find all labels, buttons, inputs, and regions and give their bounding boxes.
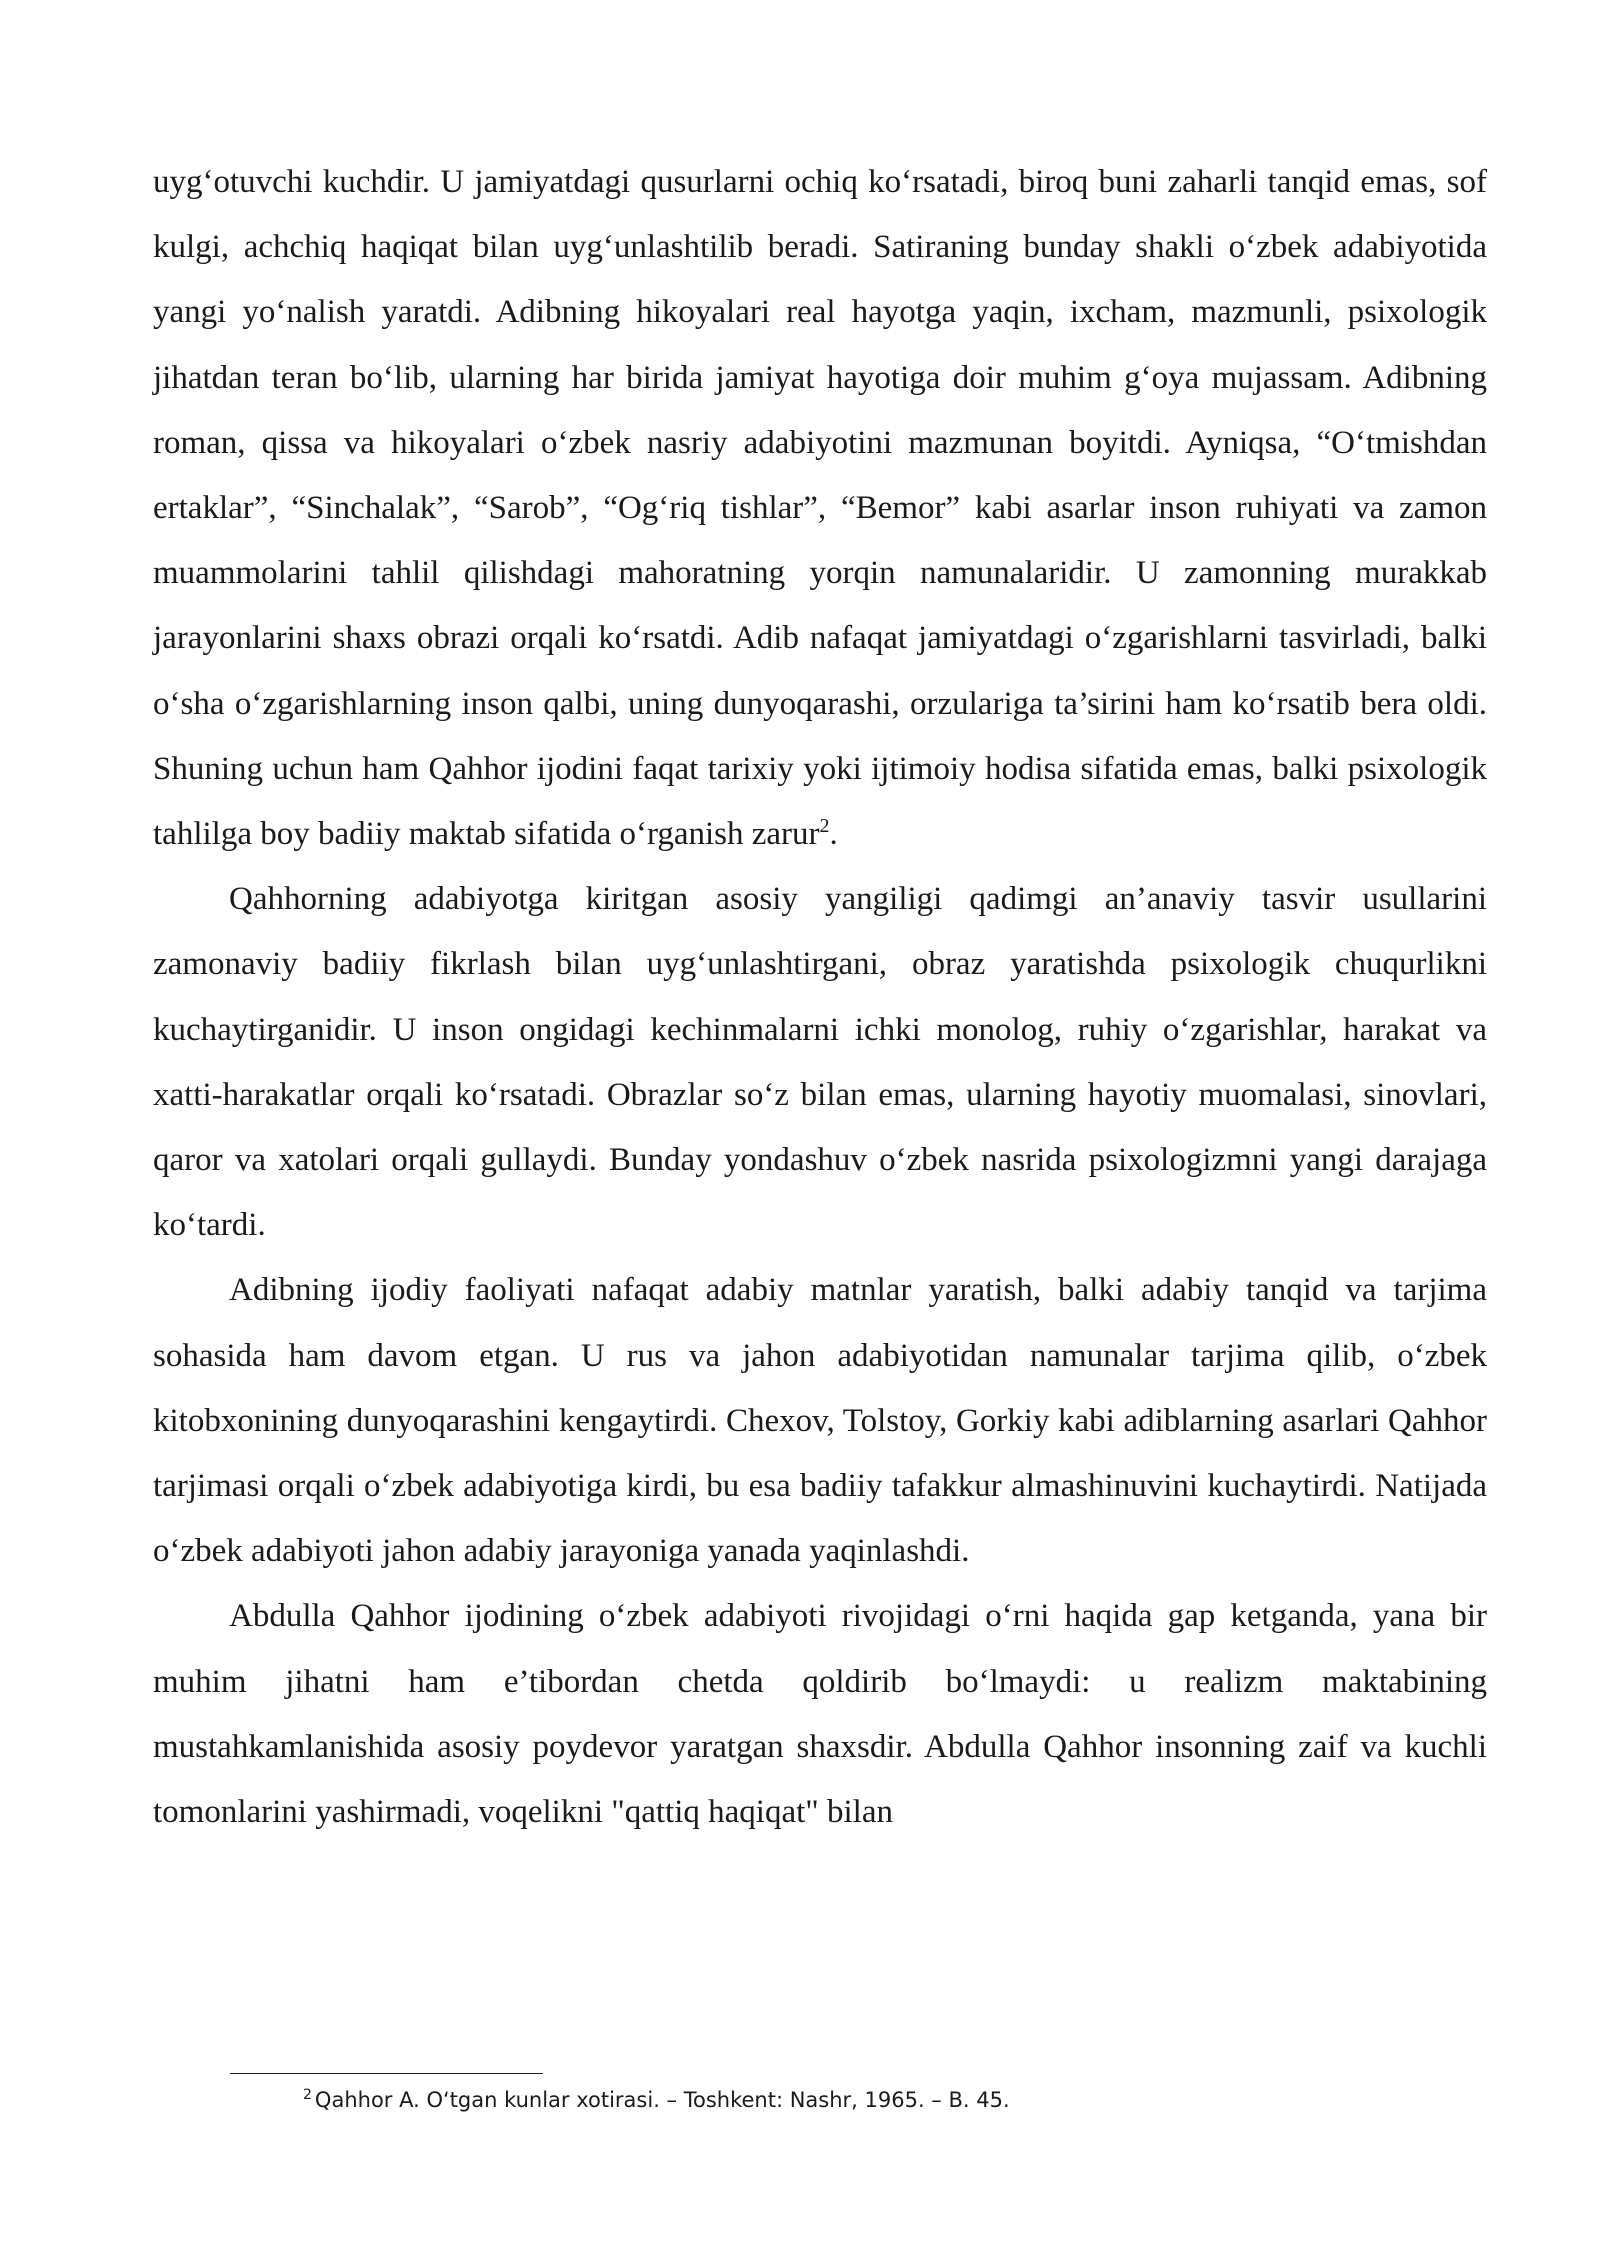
footnote bbox=[303, 2085, 1453, 2115]
paragraph-4: Abdulla Qahhor ijodining o‘zbek adabiyoti rivojidagi o‘rni haqida gap ketganda, yana bir muhim jihatni ham e’tibordan chetda qoldirib bo‘lmaydi: u realizm maktabining mustahkamlanishida asosiy poydevor yaratgan shaxsdir. Abdulla Qahhor insonning zaif va kuchli tomonlarini yashirmadi, voqelikni "qattiq haqiqat" bilan bbox=[153, 1598, 1487, 1831]
paragraph-3: Adibning ijodiy faoliyati nafaqat adabiy matnlar yaratish, balki adabiy tanqid va tarjima sohasida ham davom etgan. U rus va jahon adabiyotidan namunalar tarjima qilib, o‘zbek kitobxonining dunyoqarashini kengaytirdi. Chexov, Tolstoy, Gorkiy kabi adiblarning asarlari Qahhor tarjimasi orqali o‘zbek adabiyotiga kirdi, bu esa badiiy tafakkur almashinuvini kuchaytirdi. Natijada o‘zbek adabiyoti jahon adabiy jarayoniga yanada yaqinlashdi. bbox=[153, 1272, 1487, 1570]
footnote-number: 2 bbox=[303, 2087, 312, 2103]
paragraph-1-text: uyg‘otuvchi kuchdir. U jamiyatdagi qusurlarni ochiq ko‘rsatadi, biroq buni zaharli tanqid emas, sof kulgi, achchiq haqiqat bilan uyg‘unlashtilib beradi. Satiraning bunday shakli o‘zbek adabiyotida yangi yo‘nalish yaratdi. Adibning hikoyalari real hayotga yaqin, ixcham, mazmunli, psixologik jihatdan teran bo‘lib, ularning har birida jamiyat hayotiga doir muhim g‘oya mujassam. Adibning roman, qissa va hikoyalari o‘zbek nasriy adabiyotini mazmunan boyitdi. Ayniqsa, “O‘tmishdan ertaklar”, “Sinchalak”, “Sarob”, “Og‘riq tishlar”, “Bemor” kabi asarlar inson ruhiyati va zamon muammolarini tahlil qilishdagi mahoratning yorqin namunalaridir. U zamonning murakkab jarayonlarini shaxs obrazi orqali ko‘rsatdi. Adib nafaqat jamiyatdagi o‘zgarishlarni tasvirladi, balki o‘sha o‘zgarishlarning inson qalbi, uning dunyoqarashi, orzulariga ta’sirini ham ko‘rsatib bera oldi. Shuning uchun ham Qahhor ijodini faqat tarixiy yoki ijtimoiy hodisa sifatida emas, balki psixologik tahlilga boy badiiy maktab sifatida o‘rganish zarur bbox=[153, 164, 1487, 853]
footnote-reference[interactable]: 2 bbox=[819, 815, 830, 838]
paragraph-2: Qahhorning adabiyotga kiritgan asosiy yangiligi qadimgi an’anaviy tasvir usullarini zamonaviy badiiy fikrlash bilan uyg‘unlashtirgani, obraz yaratishda psixologik chuqurlikni kuchaytirganidir. U inson ongidagi kechinmalarni ichki monolog, ruhiy o‘zgarishlar, harakat va xatti-harakatlar orqali ko‘rsatadi. Obrazlar so‘z bilan emas, ularning hayotiy muomalasi, sinovlari, qaror va xatolari orqali gullaydi. Bunday yondashuv o‘zbek nasrida psixologizmni yangi darajaga ko‘tardi. bbox=[153, 881, 1487, 1244]
paragraph-1 bbox=[153, 150, 1487, 867]
footnote-text: Qahhor A. O‘tgan kunlar xotirasi. – Toshkent: Nashr, 1965. – B. 45. bbox=[314, 2088, 1010, 2112]
body-text bbox=[153, 150, 1487, 1845]
footnote-separator bbox=[230, 2073, 543, 2074]
paragraph-1-tail: . bbox=[829, 816, 838, 853]
